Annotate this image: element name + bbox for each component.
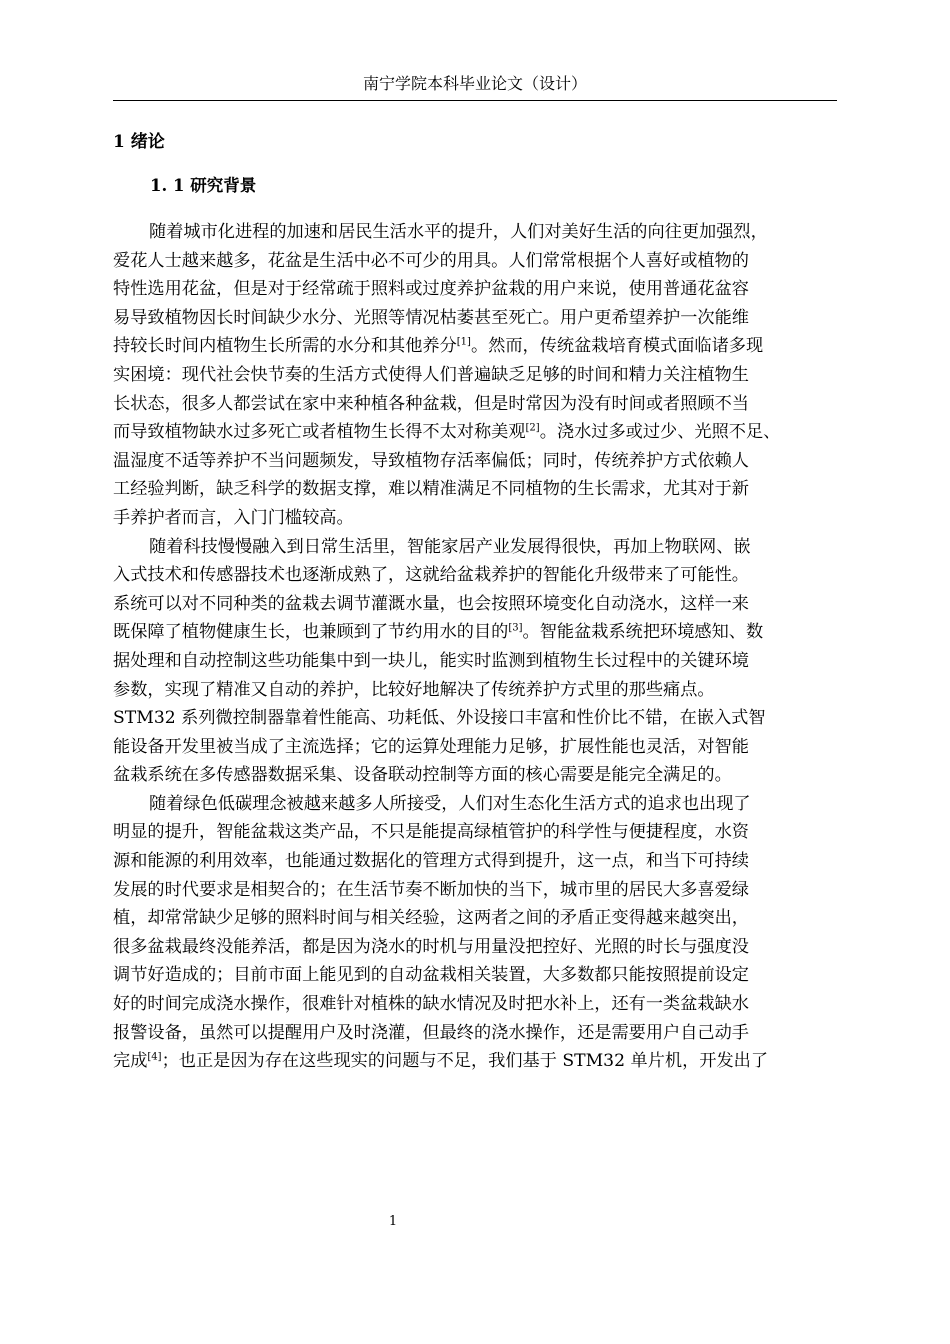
line-text: 持较长时间内植物生长所需的水分和其他养分: [113, 336, 457, 357]
line-text: 。智能盆栽系统把环境感知、数: [522, 622, 764, 643]
running-header: 南宁学院本科毕业论文（设计）: [362, 74, 587, 93]
text-line: 参数，实现了精准又自动的养护，比较好地解决了传统养护方式里的那些痛点。: [113, 679, 715, 700]
text-line: 随着绿色低碳理念被越来越多人所接受，人们对生态化生活方式的追求也出现了: [149, 793, 751, 814]
text-line: 温湿度不适等养护不当问题频发，导致植物存活率偏低；同时，传统养护方式依赖人: [113, 450, 749, 471]
citation-mark: [4]: [147, 1051, 162, 1063]
line-text: 既保障了植物健康生长，也兼顾到了节约用水的目的: [113, 622, 509, 643]
text-line: 据处理和自动控制这些功能集中到一块儿，能实时监测到植物生长过程中的关键环境: [113, 650, 749, 671]
line-text: 。浇水过多或过少、光照不足、: [539, 422, 781, 443]
line-text: 完成: [113, 1051, 148, 1072]
line-text: 。然而，传统盆栽培育模式面临诸多现: [470, 336, 764, 357]
text-line: [113, 418, 837, 447]
text-line: 实困境：现代社会快节奏的生活方式使得人们普遍缺乏足够的时间和精力关注植物生: [113, 364, 749, 385]
text-line: 报警设备，虽然可以提醒用户及时浇灌，但最终的浇水操作，还是需要用户自己动手: [113, 1022, 749, 1043]
text-line: 长状态，很多人都尝试在家中来种植各种盆栽，但是时常因为没有时间或者照顾不当: [113, 393, 749, 414]
text-line: 植，却常常缺少足够的照料时间与相关经验，这两者之间的矛盾正变得越来越突出，: [113, 908, 749, 929]
text-line: 入式技术和传感器技术也逐渐成熟了，这就给盆栽养护的智能化升级带来了可能性。: [113, 565, 749, 586]
text-line: 特性选用花盆，但是对于经常疏于照料或过度养护盆栽的用户来说，使用普通花盆容: [113, 279, 749, 300]
text-line: STM32 系列微控制器靠着性能高、功耗低、外设接口丰富和性价比不错，在嵌入式智: [113, 708, 766, 729]
citation-mark: [3]: [508, 622, 523, 634]
text-line: 随着科技慢慢融入到日常生活里，智能家居产业发展得很快，再加上物联网、嵌: [149, 536, 751, 557]
section-heading: 1. 1 研究背景: [150, 176, 257, 195]
text-line: 手养护者而言，入门门槛较高。: [113, 507, 354, 528]
text-line: [113, 332, 837, 361]
text-line: 盆栽系统在多传感器数据采集、设备联动控制等方面的核心需要是能完全满足的。: [113, 765, 732, 786]
body-paragraph: [113, 533, 837, 790]
body-paragraph: [113, 218, 837, 533]
page-number: 1: [388, 1214, 398, 1229]
citation-mark: [1]: [456, 336, 471, 348]
line-text: 而导致植物缺水过多死亡或者植物生长得不太对称美观: [113, 422, 526, 443]
text-line: 随着城市化进程的加速和居民生活水平的提升，人们对美好生活的向往更加强烈，: [149, 222, 768, 242]
text-line: 系统可以对不同种类的盆栽去调节灌溉水量，也会按照环境变化自动浇水，这样一来: [113, 593, 749, 614]
text-line: 能设备开发里被当成了主流选择；它的运算处理能力足够，扩展性能也灵活，对智能: [113, 736, 749, 757]
text-line: 工经验判断，缺乏科学的数据支撑，难以精准满足不同植物的生长需求，尤其对于新: [113, 479, 749, 500]
body-paragraph: [113, 790, 837, 1076]
citation-mark: [2]: [525, 422, 540, 434]
text-line: 调节好造成的；目前市面上能见到的自动盆栽相关装置，大多数都只能按照提前设定: [113, 965, 749, 986]
text-line: 明显的提升，智能盆栽这类产品，不只是能提高绿植管护的科学性与便捷程度，水资: [113, 822, 749, 843]
text-line: [113, 1047, 837, 1076]
text-line: 好的时间完成浇水操作，很难针对植株的缺水情况及时把水补上，还有一类盆栽缺水: [113, 994, 749, 1015]
text-line: [113, 618, 837, 647]
text-line: 爱花人士越来越多，花盆是生活中必不可少的用具。人们常常根据个人喜好或植物的: [113, 250, 749, 271]
text-line: 易导致植物因长时间缺少水分、光照等情况枯萎甚至死亡。用户更希望养护一次能维: [113, 307, 749, 328]
text-line: 源和能源的利用效率，也能通过数据化的管理方式得到提升，这一点，和当下可持续: [113, 851, 749, 872]
line-text: ；也正是因为存在这些现实的问题与不足，我们基于 STM32 单片机，开发出了: [161, 1051, 769, 1072]
chapter-heading: 1 绪论: [113, 132, 165, 152]
header-rule: [113, 100, 837, 101]
text-line: 发展的时代要求是相契合的；在生活节奏不断加快的当下，城市里的居民大多喜爱绿: [113, 879, 749, 900]
text-line: 很多盆栽最终没能养活，都是因为浇水的时机与用量没把控好、光照的时长与强度没: [113, 936, 749, 957]
body-text: [113, 218, 837, 1076]
